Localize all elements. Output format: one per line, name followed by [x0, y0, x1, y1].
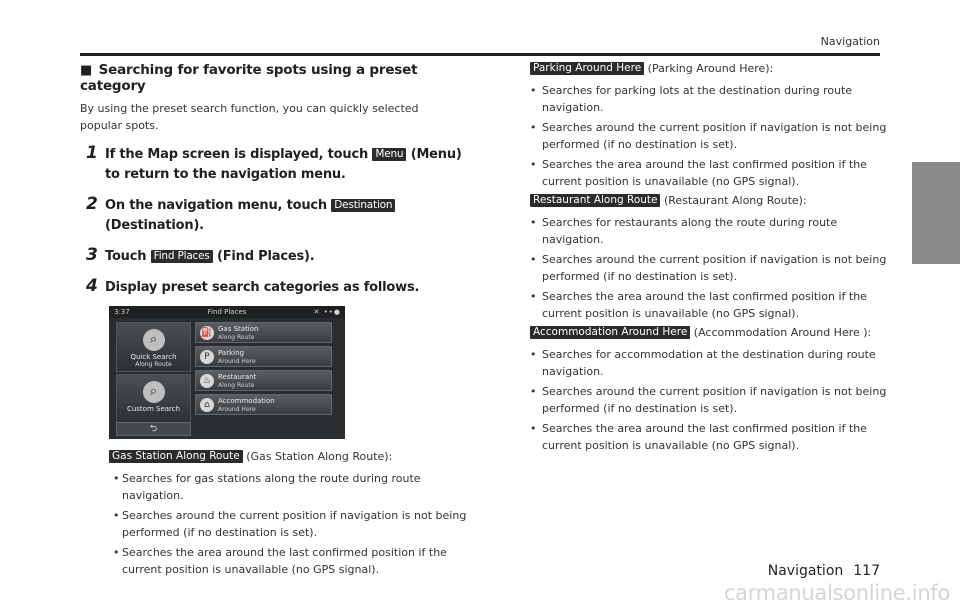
right-column — [530, 62, 890, 458]
accommodation-chip: Accommodation Around Here — [530, 326, 690, 339]
bed-icon: ⌂ — [200, 398, 214, 412]
parking-icon: P — [200, 350, 214, 364]
quick-search-tile — [116, 322, 191, 372]
page-footer — [768, 563, 880, 579]
list-item: • Searches for accommodation at the destination during route navigation. — [530, 347, 890, 380]
parking-bullets — [530, 83, 890, 190]
list-item: • Searches the area around the last confirmed position if the current position is unavailable (no GPS signal). — [530, 421, 890, 454]
page-number: 117 — [853, 563, 880, 579]
tile-label: Custom Search — [126, 405, 181, 413]
category-desc: (Accommodation Around Here ): — [690, 326, 872, 339]
list-item: • Searches around the current position if navigation is not being performed (if no destination is set). — [530, 120, 890, 153]
left-column — [80, 62, 480, 582]
row-subtitle: Along Route — [218, 334, 255, 341]
list-item: • Searches around the current position if navigation is not being performed (if no destination is set). — [113, 508, 480, 541]
header-rule — [80, 53, 880, 56]
list-item: • Searches around the current position if navigation is not being performed (if no destination is set). — [530, 252, 890, 285]
step-4 — [80, 278, 480, 298]
step-text: (Destination). — [105, 218, 204, 233]
row-title: Accommodation — [218, 397, 275, 405]
search-icon: ⌕ — [143, 329, 165, 351]
custom-search-tile — [116, 374, 191, 424]
restaurant-bullets — [530, 215, 890, 322]
device-clock: 3:37 — [114, 308, 130, 316]
parking-row — [195, 346, 332, 367]
restaurant-row — [195, 370, 332, 391]
row-title: Parking — [218, 349, 244, 357]
step-text: If the Map screen is displayed, touch — [105, 147, 373, 162]
gas-station-row — [195, 322, 332, 343]
heading-square-icon: ■ — [80, 63, 93, 78]
heading-text: Searching for favorite spots using a preset category — [80, 62, 418, 94]
gas-station-bullets — [80, 471, 480, 578]
row-title: Restaurant — [218, 373, 257, 381]
accommodation-category — [530, 326, 890, 339]
section-heading — [80, 62, 480, 94]
step-3 — [80, 247, 480, 267]
device-status-icons: ✕ ••● — [313, 308, 341, 316]
watermark: carmanualsonline.info — [723, 581, 950, 605]
running-header: Navigation — [820, 35, 880, 48]
step-text: Touch — [105, 249, 151, 264]
category-desc: (Gas Station Along Route): — [242, 450, 393, 463]
fuel-icon: ⛽ — [201, 328, 213, 338]
step-number: 4 — [86, 276, 98, 296]
row-subtitle: Around Here — [218, 358, 256, 365]
footer-section: Navigation — [767, 563, 844, 579]
tile-label: Quick Search — [130, 353, 177, 361]
find-places-button-chip: Find Places — [151, 250, 213, 263]
search-icon: ⌕ — [143, 381, 165, 403]
restaurant-category — [530, 194, 890, 207]
step-text: (Menu) to return to the navigation menu. — [105, 147, 462, 182]
device-screen-title: Find Places — [207, 308, 247, 316]
list-item: • Searches the area around the last confirmed position if the current position is unavailable (no GPS signal). — [530, 157, 890, 190]
intro-text: By using the preset search function, you can quickly selected popular spots. — [80, 102, 419, 132]
step-text: Display preset search categories as follows. — [105, 280, 420, 295]
gas-station-category — [80, 450, 480, 463]
menu-button-chip: Menu — [372, 148, 406, 161]
list-item: • Searches around the current position if navigation is not being performed (if no destination is set). — [530, 384, 890, 417]
gas-station-chip: Gas Station Along Route — [109, 450, 243, 463]
list-item: • Searches the area around the last confirmed position if the current position is unavailable (no GPS signal). — [530, 289, 890, 322]
accommodation-row — [195, 394, 332, 415]
destination-button-chip: Destination — [331, 199, 395, 212]
category-desc: (Parking Around Here): — [644, 62, 774, 75]
find-places-screenshot — [109, 306, 345, 439]
device-status-bar — [109, 306, 345, 318]
list-item: • Searches for parking lots at the destination during route navigation. — [530, 83, 890, 116]
list-item: • Searches for gas stations along the route during route navigation. — [113, 471, 480, 504]
step-number: 3 — [86, 245, 98, 265]
step-1 — [80, 145, 480, 185]
back-arrow-icon: ⮌ — [116, 422, 191, 436]
parking-category — [530, 62, 890, 75]
list-item: • Searches for restaurants along the route during route navigation. — [530, 215, 890, 248]
list-item: • Searches the area around the last confirmed position if the current position is unavailable (no GPS signal). — [113, 545, 480, 578]
step-number: 1 — [86, 143, 98, 163]
step-number: 2 — [86, 194, 98, 214]
restaurant-chip: Restaurant Along Route — [530, 194, 660, 207]
row-title: Gas Station — [218, 325, 259, 333]
chapter-tab — [912, 162, 960, 264]
category-desc: (Restaurant Along Route): — [660, 194, 807, 207]
step-text: (Find Places). — [212, 249, 315, 264]
row-subtitle: Along Route — [218, 382, 255, 389]
accommodation-bullets — [530, 347, 890, 454]
tile-sublabel: Along Route — [135, 361, 172, 368]
restaurant-icon: ♨ — [200, 374, 214, 388]
row-subtitle: Around Here — [218, 406, 256, 413]
step-2 — [80, 196, 480, 236]
parking-chip: Parking Around Here — [530, 62, 644, 75]
step-text: On the navigation menu, touch — [105, 198, 332, 213]
